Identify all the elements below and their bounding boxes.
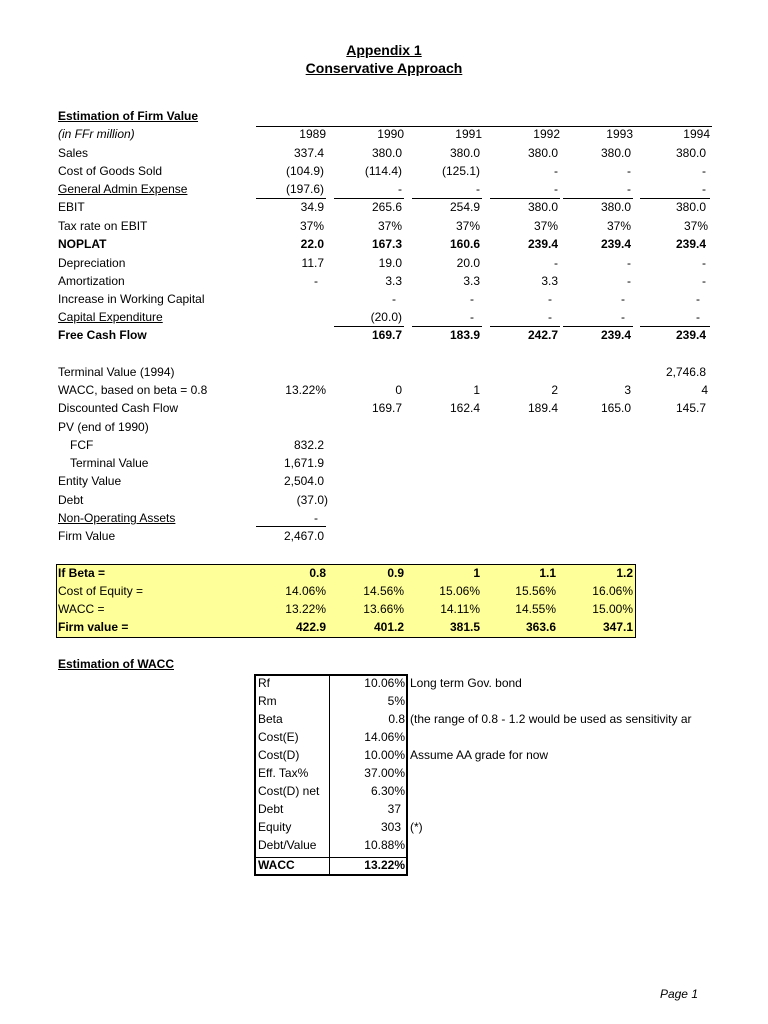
wacc-value: 6.30% [370, 784, 405, 798]
cell: 1.1 [539, 566, 556, 580]
cell: - [627, 274, 631, 288]
cell: 239.4 [527, 237, 558, 251]
subtotal-rule [563, 326, 633, 327]
cell: 167.3 [371, 237, 402, 251]
cell: 2,746.8 [665, 365, 706, 379]
cell: 3.3 [463, 274, 480, 288]
cell: 37% [533, 219, 558, 233]
cell: (125.1) [441, 164, 480, 178]
cell: 145.7 [675, 401, 706, 415]
cell: 14.06% [285, 584, 326, 598]
cell: - [627, 256, 631, 270]
cell: - [702, 274, 706, 288]
row-label: Increase in Working Capital [58, 292, 205, 306]
cell: 380.0 [600, 200, 631, 214]
cell: 2,467.0 [283, 529, 324, 543]
subtotal-rule [412, 198, 482, 199]
cell: 2,504.0 [283, 474, 324, 488]
subtotal-rule [640, 326, 710, 327]
cell: - [554, 182, 558, 196]
cell: 15.56% [515, 584, 556, 598]
cell: 337.4 [293, 146, 324, 160]
wacc-label: WACC [258, 858, 295, 872]
cell: - [702, 182, 706, 196]
cell: (197.6) [285, 182, 324, 196]
row-label: Firm value = [58, 620, 129, 634]
cell: 239.4 [675, 328, 706, 342]
wacc-label: Beta [258, 712, 283, 726]
cell: 239.4 [600, 328, 631, 342]
wacc-value: 10.00% [364, 748, 405, 762]
cell: 254.9 [449, 200, 480, 214]
row-label: EBIT [58, 200, 85, 214]
cell: 14.55% [515, 602, 556, 616]
cell: - [470, 292, 474, 306]
subtotal-rule [256, 526, 326, 527]
cell: 22.0 [300, 237, 324, 251]
section-heading-wacc: Estimation of WACC [58, 657, 174, 671]
cell: 1.2 [616, 566, 633, 580]
cell: 3.3 [541, 274, 558, 288]
cell: 15.00% [592, 602, 633, 616]
row-label: NOPLAT [58, 237, 107, 251]
row-label: Cost of Equity = [58, 584, 144, 598]
cell: 1,671.9 [283, 456, 324, 470]
wacc-label: Cost(E) [258, 730, 299, 744]
cell: 162.4 [449, 401, 480, 415]
wacc-value: 14.06% [364, 730, 405, 744]
cell: 832.2 [293, 438, 324, 452]
wacc-label: Debt/Value [258, 838, 317, 852]
wacc-value: 10.06% [364, 676, 405, 690]
wacc-value: 37.00% [364, 766, 405, 780]
year-header: 1993 [606, 127, 633, 141]
row-label: Terminal Value (1994) [58, 365, 175, 379]
cell: - [696, 292, 700, 306]
row-label: General Admin Expense [58, 182, 188, 196]
subtotal-rule [412, 326, 482, 327]
row-label: Capital Expenditure [58, 310, 163, 324]
cell: 19.0 [378, 256, 402, 270]
row-label: Debt [58, 493, 84, 507]
row-label: Tax rate on EBIT [58, 219, 148, 233]
row-label: FCF [70, 438, 94, 452]
row-label: Entity Value [58, 474, 122, 488]
cell: 1 [473, 566, 480, 580]
cell: - [621, 310, 625, 324]
cell: (114.4) [364, 164, 402, 178]
wacc-label: Debt [258, 802, 284, 816]
page-number: Page 1 [659, 987, 698, 1001]
subtotal-rule [640, 198, 710, 199]
cell: - [627, 182, 631, 196]
subtotal-rule [563, 198, 633, 199]
cell: 3.3 [385, 274, 402, 288]
cell: 13.22% [285, 602, 326, 616]
cell: 11.7 [301, 256, 324, 270]
row-label: Terminal Value [70, 456, 149, 470]
wacc-label: Rm [258, 694, 277, 708]
cell: 37% [299, 219, 324, 233]
cell: 14.56% [363, 584, 404, 598]
cell: 380.0 [527, 200, 558, 214]
subtotal-rule [490, 326, 560, 327]
cell: 14.11% [440, 602, 480, 616]
year-header: 1994 [683, 127, 710, 141]
wacc-note: (*) [410, 820, 423, 834]
cell: - [621, 292, 625, 306]
year-header: 1992 [533, 127, 560, 141]
row-label: Amortization [58, 274, 125, 288]
wacc-value: 0.8 [388, 712, 405, 726]
year-header: 1991 [455, 127, 482, 141]
cell: 160.6 [449, 237, 480, 251]
wacc-label: Eff. Tax% [258, 766, 309, 780]
cell: 169.7 [371, 328, 402, 342]
cell: 380.0 [371, 146, 402, 160]
cell: (104.9) [285, 164, 324, 178]
cell: 380.0 [600, 146, 631, 160]
cell: - [398, 182, 402, 196]
cell: 37% [606, 219, 631, 233]
cell: 0 [395, 383, 402, 397]
cell: 169.7 [371, 401, 402, 415]
cell: 380.0 [675, 200, 706, 214]
cell: - [392, 292, 396, 306]
wacc-value: 13.22% [364, 858, 405, 872]
units-label: (in FFr million) [58, 127, 135, 141]
subtotal-rule [334, 198, 404, 199]
cell: - [702, 164, 706, 178]
cell: - [548, 292, 552, 306]
wacc-value: 5% [387, 694, 405, 708]
cell: 15.06% [439, 584, 480, 598]
row-label: WACC, based on beta = 0.8 [58, 383, 208, 397]
cell: (20.0) [370, 310, 402, 324]
cell: 422.9 [295, 620, 326, 634]
year-header: 1990 [377, 127, 404, 141]
cell: 16.06% [592, 584, 633, 598]
cell: - [554, 256, 558, 270]
cell: - [314, 274, 318, 288]
row-label: Depreciation [58, 256, 126, 270]
cell: 1 [473, 383, 480, 397]
cell: 0.8 [309, 566, 326, 580]
cell: 37% [455, 219, 480, 233]
wacc-label: Cost(D) net [258, 784, 320, 798]
wacc-value: 10.88% [364, 838, 405, 852]
cell: 3 [624, 383, 631, 397]
row-label: WACC = [58, 602, 105, 616]
row-label: Non-Operating Assets [58, 511, 176, 525]
year-header: 1989 [299, 127, 326, 141]
cell: 4 [701, 383, 708, 397]
wacc-label: Cost(D) [258, 748, 300, 762]
wacc-label: Equity [258, 820, 292, 834]
subtotal-rule [256, 198, 326, 199]
page-subtitle: Conservative Approach [305, 60, 463, 76]
cell: - [476, 182, 480, 196]
row-label: Cost of Goods Sold [58, 164, 163, 178]
wacc-note: (the range of 0.8 - 1.2 would be used as sensitivity ar [410, 712, 692, 726]
wacc-value: 37 [387, 802, 401, 816]
cell: - [548, 310, 552, 324]
cell: 13.22% [285, 383, 326, 397]
cell: 165.0 [600, 401, 631, 415]
row-label: PV (end of 1990) [58, 420, 149, 434]
wacc-note: Long term Gov. bond [410, 676, 522, 690]
cell: - [696, 310, 700, 324]
cell: 401.2 [373, 620, 404, 634]
row-label: Firm Value [58, 529, 116, 543]
wacc-note: Assume AA grade for now [410, 748, 549, 762]
row-label: Free Cash Flow [58, 328, 147, 342]
cell: 239.4 [675, 237, 706, 251]
cell: 13.66% [363, 602, 404, 616]
cell: 381.5 [449, 620, 480, 634]
cell: 265.6 [371, 200, 402, 214]
page-title: Appendix 1 [346, 42, 422, 58]
cell: 189.4 [527, 401, 558, 415]
wacc-label: Rf [258, 676, 270, 690]
cell: 37% [377, 219, 402, 233]
subtotal-rule [334, 326, 404, 327]
cell: 380.0 [675, 146, 706, 160]
cell: 380.0 [527, 146, 558, 160]
cell: - [702, 256, 706, 270]
cell: 242.7 [527, 328, 558, 342]
subtotal-rule [490, 198, 560, 199]
cell: 239.4 [600, 237, 631, 251]
row-label: If Beta = [58, 566, 106, 580]
cell: - [554, 164, 558, 178]
cell: 183.9 [449, 328, 480, 342]
section-heading-firm-value: Estimation of Firm Value [58, 109, 199, 123]
cell: 0.9 [387, 566, 404, 580]
cell: - [314, 511, 318, 525]
cell: (37.0) [296, 493, 328, 507]
cell: - [470, 310, 474, 324]
cell: 34.9 [300, 200, 324, 214]
cell: 347.1 [602, 620, 633, 634]
cell: - [627, 164, 631, 178]
row-label: Discounted Cash Flow [58, 401, 179, 415]
cell: 380.0 [449, 146, 480, 160]
wacc-value: 303 [380, 820, 401, 834]
cell: 2 [551, 383, 558, 397]
cell: 363.6 [525, 620, 556, 634]
row-label: Sales [58, 146, 89, 160]
cell: 20.0 [456, 256, 480, 270]
cell: 37% [683, 219, 708, 233]
